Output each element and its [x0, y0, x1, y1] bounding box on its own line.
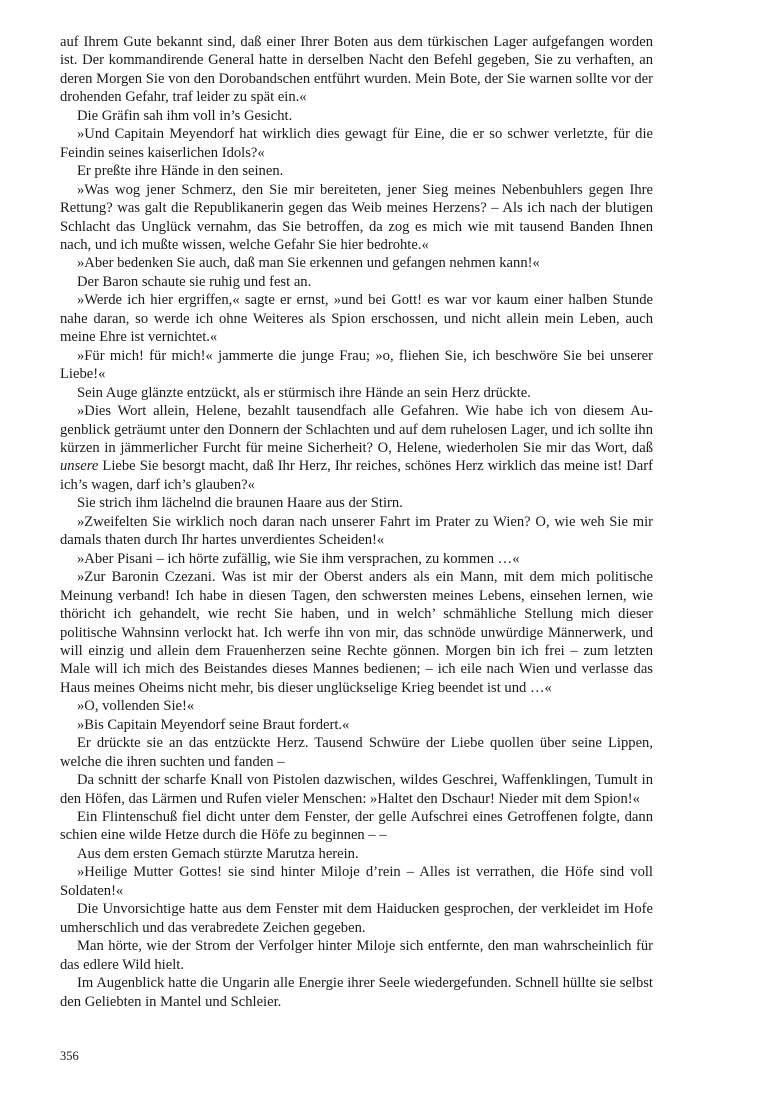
paragraph: Er drückte sie an das entzückte Herz. Tausend Schwüre der Liebe quollen über seine Lippen, welche die ihren suchten und fanden – — [60, 735, 653, 770]
emphasis-text: unsere — [60, 458, 99, 475]
paragraph: Im Augenblick hatte die Ungarin alle Energie ihrer Seele wiedergefunden. Schnell hüllte sie selbst den Geliebten in Mantel und Schleier. — [60, 975, 653, 1010]
paragraph: »Was wog jener Schmerz, den Sie mir bereiteten, jener Sieg meines Nebenbuhlers gegen Ihre Rettung? was galt die Republikanerin gegen das Weib meines Herzens? – Als ich nach der blutigen Schlacht das Unglück vernahm, das Sie betroffen, da zog es mich wie mit tausend Banden Ihnen nach, und ich mußte wissen, welche Gefahr Sie hier bedrohte.« — [60, 181, 653, 253]
paragraph: auf Ihrem Gute bekannt sind, daß einer Ihrer Boten aus dem türkischen Lager aufgefangen worden ist. Der kommandirende General hatte in derselben Nacht den Befehl gegeben, Sie zu verhaften, an deren Morgen Sie von den Dorobandschen entführt wurden. Mein Bote, der Sie warnen sollte vor der drohenden Gefahr, traf leider zu spät ein.« — [60, 34, 653, 106]
paragraph: »Und Capitain Meyendorf hat wirklich dies gewagt für Eine, die er so schwer verletzte, für die Feindin seines kaiserlichen Idols?« — [60, 126, 653, 161]
paragraph: Die Unvorsichtige hatte aus dem Fenster mit dem Haiducken gesprochen, der verkleidet im Hofe umherschlich und das verabredete Zeichen gegeben. — [60, 901, 653, 936]
paragraph: Man hörte, wie der Strom der Verfolger hinter Miloje sich entfernte, den man wahrscheinlich für das edlere Wild hielt. — [60, 938, 653, 973]
paragraph: »Für mich! für mich!« jammerte die junge Frau; »o, fliehen Sie, ich beschwöre Sie bei unserer Liebe!« — [60, 347, 653, 383]
paragraph: »Zweifelten Sie wirklich noch daran nach unserer Fahrt im Prater zu Wien? O, wie weh Sie mir damals thaten durch Ihr hartes unverdientes Scheiden!« — [60, 513, 653, 549]
paragraph: Er preßte ihre Hände in den seinen. — [77, 163, 284, 180]
paragraph: Die Gräfin sah ihm voll in’s Gesicht. — [77, 107, 293, 124]
paragraph-with-emphasis: »Dies Wort allein, Helene, bezahlt tausendfach alle Gefahren. Wie habe ich von diesem Augenblick geträumt unter den Donnern der Schlachten und auf dem ruhelosen Lager, und ich sollte ihn kürzen in jämmerlicher Furcht für meine Sicherheit? O, Helene, wiederholen Sie mir das Wort, daß unsere Liebe Sie besorgt macht, daß Ihr Herz, Ihr reiches, schönes Herz wirklich das meine ist! Darf ich’s wagen, darf ich’s glauben?« — [60, 403, 653, 493]
paragraph: »Heilige Mutter Gottes! sie sind hinter Miloje d’rein – Alles ist verrathen, die Höfe sind voll Soldaten!« — [60, 864, 653, 899]
page-number: 356 — [60, 1049, 79, 1063]
page-body — [60, 33, 653, 1011]
paragraph: Sie strich ihm lächelnd die braunen Haare aus der Stirn. — [77, 495, 403, 512]
paragraph: »Aber bedenken Sie auch, daß man Sie erkennen und gefangen nehmen kann!« — [77, 255, 540, 272]
paragraph: Aus dem ersten Gemach stürzte Marutza herein. — [77, 845, 359, 862]
paragraph: »Aber Pisani – ich hörte zufällig, wie Sie ihm versprachen, zu kommen …« — [77, 550, 520, 567]
paragraph: »Bis Capitain Meyendorf seine Braut fordert.« — [77, 716, 350, 733]
paragraph: »O, vollenden Sie!« — [77, 698, 195, 715]
paragraph: »Werde ich hier ergriffen,« sagte er ernst, »und bei Gott! es war vor kaum einer halben Stunde nahe daran, so werde ich ohne Weiteres als Spion erschossen, und nicht allein mein Leben, auch meine Ehre ist vernichtet.« — [60, 292, 653, 346]
paragraph: Der Baron schaute sie ruhig und fest an. — [77, 273, 312, 290]
paragraph: Sein Auge glänzte entzückt, als er stürmisch ihre Hände an sein Herz drückte. — [77, 384, 531, 401]
paragraph: »Zur Baronin Czezani. Was ist mir der Oberst anders als ein Mann, mit dem mich politische Meinung verband! Ich habe in diesen Tagen, den schwersten meines Lebens, einsehen lernen, wie thöricht ich gehandelt, wie recht Sie haben, und in welch’ schmähliche Stellung mich dieser politische Wahnsinn verlockt hat. Ich werfe ihn von mir, das schnöde unwürdige Männerwerk, und will einzig und allein dem Frauenherzen seine Rechte gönnen. Morgen bin ich frei – zum letzten Male will ich mich des Beistandes dieses Mannes bedienen; – ich eile nach Wien und verlasse das Haus meines Oheims nicht mehr, bis dieser unglückselige Krieg beendet ist und …« — [60, 569, 653, 696]
paragraph: Da schnitt der scharfe Knall von Pistolen dazwischen, wildes Geschrei, Waffenklingen, Tumult in den Höfen, das Lärmen und Rufen vieler Menschen: »Haltet den Dschaur! Nieder mit dem Spion!« — [60, 772, 653, 807]
paragraph: Ein Flintenschuß fiel dicht unter dem Fenster, der gelle Aufschrei eines Getroffenen folgte, dann schien eine wilde Hetze durch die Höfe zu beginnen – – — [60, 809, 653, 844]
